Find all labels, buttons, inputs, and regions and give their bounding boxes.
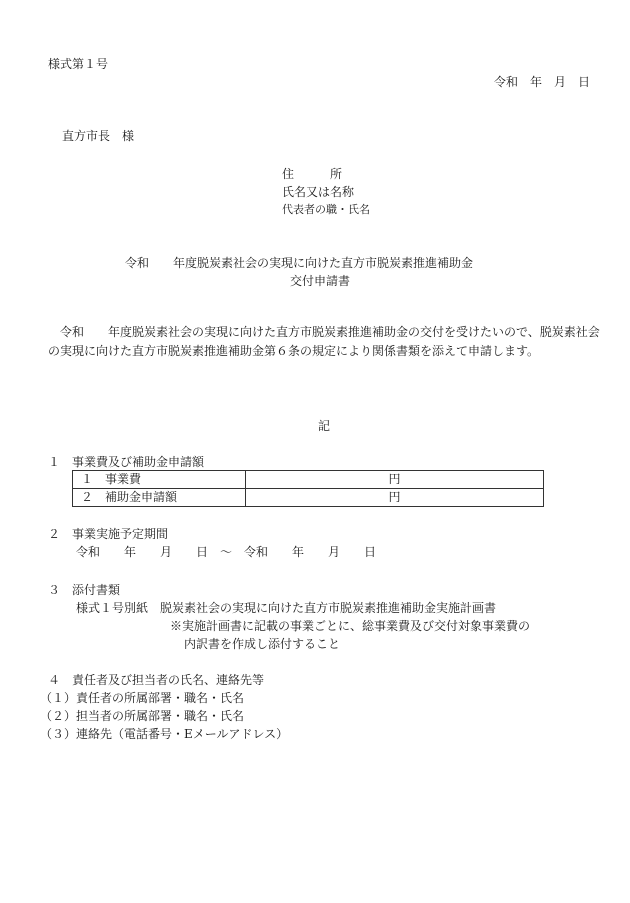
- form-number: 様式第１号: [48, 57, 109, 71]
- attachment-line: 様式１号別紙 脱炭素社会の実現に向けた直方市脱炭素推進補助金実施計画書: [76, 601, 497, 615]
- list-item: （２）担当者の所属部署・職名・氏名: [40, 709, 245, 723]
- row-unit: 円: [246, 489, 544, 507]
- section3-heading: ３ 添付書類: [48, 583, 121, 597]
- addressee: 直方市長 様: [62, 129, 135, 143]
- date-line: 令和 年 月 日: [494, 75, 591, 89]
- row-label: １ 事業費: [73, 471, 246, 489]
- document-title-line2: 交付申請書: [290, 274, 351, 288]
- list-item: （３）連絡先（電話番号・Eメールアドレス）: [40, 727, 289, 741]
- note-line2: 内訳書を作成し添付すること: [184, 637, 341, 651]
- table-row: [73, 471, 544, 489]
- row-label: ２ 補助金申請額: [73, 489, 246, 507]
- table-row: [73, 489, 544, 507]
- body-paragraph: [48, 323, 604, 361]
- address-label: 住 所: [282, 167, 343, 181]
- name-label: 氏名又は名称: [282, 185, 355, 199]
- section4-heading: ４ 責任者及び担当者の氏名、連絡先等: [48, 673, 265, 687]
- section2-heading: ２ 事業実施予定期間: [48, 527, 169, 541]
- amount-table: [72, 470, 544, 507]
- list-item: （１）責任者の所属部署・職名・氏名: [40, 691, 245, 705]
- period-line: 令和 年 月 日 ～ 令和 年 月 日: [76, 545, 377, 559]
- representative-label: 代表者の職・氏名: [282, 203, 370, 216]
- document-title-line1: 令和 年度脱炭素社会の実現に向けた直方市脱炭素推進補助金: [125, 256, 474, 270]
- body-text: 令和 年度脱炭素社会の実現に向けた直方市脱炭素推進補助金の交付を受けたいので、脱炭素社会の実現に向けた直方市脱炭素推進補助金第６条の規定により関係書類を添えて申請します。: [48, 325, 600, 358]
- ki-heading: 記: [318, 419, 331, 433]
- row-unit: 円: [246, 471, 544, 489]
- note-line1: ※実施計画書に記載の事業ごとに、総事業費及び交付対象事業費の: [170, 619, 531, 633]
- section1-heading: １ 事業費及び補助金申請額: [48, 455, 205, 469]
